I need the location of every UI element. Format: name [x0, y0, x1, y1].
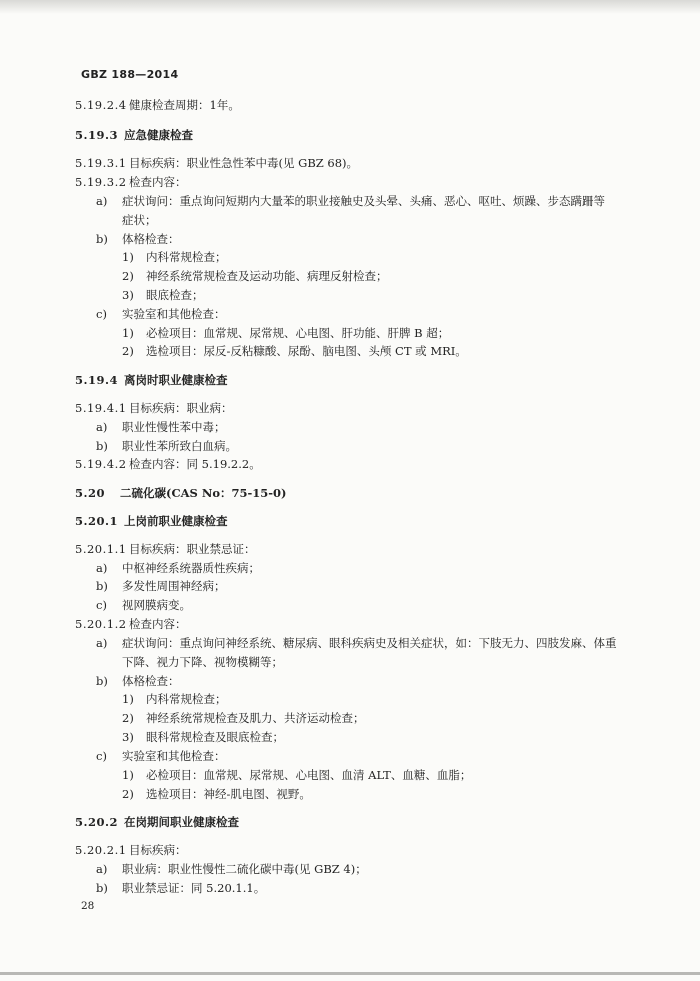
sub-item-1 [122, 249, 227, 265]
sub-item-1 [122, 691, 227, 707]
section-heading-5-20 [75, 485, 287, 501]
list-item-a [96, 560, 260, 576]
list-label: a) [96, 420, 108, 434]
list-item-a [96, 861, 367, 877]
clause-number: 5.19.4.2 [75, 457, 127, 471]
sub-item-3 [122, 287, 204, 303]
list-item-b [96, 578, 226, 594]
list-item-c [96, 597, 191, 613]
clause-5-19-3-1 [75, 155, 358, 171]
sub-item-1 [122, 325, 449, 341]
list-label: b) [96, 439, 108, 453]
list-text: 症状询问：重点询问神经系统、糖尿病、眼科疾病史及相关症状，如：下肢无力、四肢发麻、体重 [122, 636, 617, 650]
list-item-continuation [122, 654, 283, 670]
list-text: 职业禁忌证：同 5.20.1.1。 [122, 881, 266, 895]
clause-text: 目标疾病：职业禁忌证： [129, 542, 256, 556]
list-text: 症状； [122, 213, 157, 227]
sub-item-3 [122, 729, 284, 745]
sub-item-2 [122, 710, 365, 726]
clause-text: 检查内容： [129, 175, 187, 189]
clause-number: 5.19.3.2 [75, 175, 127, 189]
sub-text: 必检项目：血常规、尿常规、心电图、血清 ALT、血糖、血脂； [146, 768, 472, 782]
list-label: c) [96, 749, 107, 763]
list-label: b) [96, 881, 108, 895]
section-title: 在岗期间职业健康检查 [124, 815, 239, 829]
clause-number: 5.19.4.1 [75, 401, 127, 415]
page-number: 28 [81, 900, 95, 912]
list-text: 体格检查： [122, 674, 180, 688]
list-item-b [96, 231, 180, 247]
list-text: 体格检查： [122, 232, 180, 246]
list-label: a) [96, 636, 108, 650]
section-number: 5.19.4 [75, 373, 119, 387]
sub-label: 1) [122, 326, 134, 340]
sub-text: 神经系统常规检查及肌力、共济运动检查； [146, 711, 365, 725]
sub-label: 1) [122, 250, 134, 264]
sub-label: 2) [122, 269, 134, 283]
sub-text: 神经系统常规检查及运动功能、病理反射检查； [146, 269, 388, 283]
section-number: 5.20.1 [75, 514, 119, 528]
list-label: a) [96, 561, 108, 575]
list-label: b) [96, 579, 108, 593]
list-label: a) [96, 194, 108, 208]
clause-number: 5.20.1.1 [75, 542, 127, 556]
clause-number: 5.19.3.1 [75, 156, 127, 170]
list-item-b [96, 438, 237, 454]
list-text: 中枢神经系统器质性疾病； [122, 561, 260, 575]
list-text: 症状询问：重点询问短期内大量苯的职业接触史及头晕、头痛、恶心、呕吐、烦躁、步态蹒跚等 [122, 194, 605, 208]
clause-5-20-1-2 [75, 616, 187, 632]
sub-text: 内科常规检查； [146, 692, 227, 706]
clause-5-19-4-2 [75, 456, 261, 472]
list-item-c [96, 748, 226, 764]
clause-text: 健康检查周期：1年。 [129, 98, 240, 112]
list-text: 实验室和其他检查： [122, 307, 226, 321]
list-item-b [96, 673, 180, 689]
list-item-c [96, 306, 226, 322]
sub-item-2 [122, 268, 388, 284]
list-text: 职业性慢性苯中毒； [122, 420, 226, 434]
sub-label: 2) [122, 344, 134, 358]
sub-text: 内科常规检查； [146, 250, 227, 264]
list-text: 职业病：职业性慢性二硫化碳中毒(见 GBZ 4)； [122, 862, 367, 876]
clause-text: 目标疾病： [129, 843, 187, 857]
section-title: 上岗前职业健康检查 [124, 514, 228, 528]
section-title: 离岗时职业健康检查 [124, 373, 228, 387]
clause-number: 5.20.1.2 [75, 617, 127, 631]
sub-label: 2) [122, 711, 134, 725]
sub-label: 2) [122, 787, 134, 801]
sub-label: 1) [122, 692, 134, 706]
section-number: 5.20 [75, 486, 106, 500]
section-heading-5-19-4 [75, 372, 228, 388]
list-label: c) [96, 307, 107, 321]
list-label: c) [96, 598, 107, 612]
section-title: 应急健康检查 [124, 128, 193, 142]
clause-number: 5.19.2.4 [75, 98, 127, 112]
list-label: a) [96, 862, 108, 876]
list-item-a [96, 635, 617, 651]
clause-number: 5.20.2.1 [75, 843, 127, 857]
list-item-a [96, 193, 605, 209]
section-number: 5.19.3 [75, 128, 119, 142]
sub-text: 选检项目：尿反-反粘糠酸、尿酚、脑电图、头颅 CT 或 MRI。 [146, 344, 467, 358]
list-text: 职业性苯所致白血病。 [122, 439, 237, 453]
section-heading-5-20-2 [75, 814, 239, 830]
list-text: 实验室和其他检查： [122, 749, 226, 763]
clause-text: 检查内容：同 5.19.2.2。 [129, 457, 261, 471]
list-label: b) [96, 674, 108, 688]
list-text: 下降、视力下降、视物模糊等； [122, 655, 283, 669]
section-heading-5-20-1 [75, 513, 228, 529]
standard-code-header: GBZ 188—2014 [81, 68, 179, 81]
clause-5-20-1-1 [75, 541, 256, 557]
clause-5-19-3-2 [75, 174, 187, 190]
list-item-a [96, 419, 226, 435]
section-number: 5.20.2 [75, 815, 119, 829]
sub-text: 眼科常规检查及眼底检查； [146, 730, 284, 744]
sub-text: 必检项目：血常规、尿常规、心电图、肝功能、肝脾 B 超； [146, 326, 450, 340]
section-heading-5-19-3 [75, 127, 193, 143]
list-item-b [96, 880, 265, 896]
sub-label: 3) [122, 730, 134, 744]
sub-label: 1) [122, 768, 134, 782]
sub-label: 3) [122, 288, 134, 302]
sub-text: 选检项目：神经-肌电图、视野。 [146, 787, 311, 801]
list-label: b) [96, 232, 108, 246]
clause-5-20-2-1 [75, 842, 187, 858]
sub-item-2 [122, 786, 311, 802]
clause-text: 检查内容： [129, 617, 187, 631]
sub-item-2 [122, 343, 467, 359]
sub-text: 眼底检查； [146, 288, 204, 302]
clause-text: 目标疾病：职业性急性苯中毒(见 GBZ 68)。 [129, 156, 359, 170]
clause-text: 目标疾病：职业病： [129, 401, 233, 415]
clause-5-19-4-1 [75, 400, 233, 416]
clause-5-19-2-4 [75, 97, 240, 113]
list-text: 视网膜病变。 [122, 598, 191, 612]
list-item-continuation [122, 212, 157, 228]
sub-item-1 [122, 767, 471, 783]
list-text: 多发性周围神经病； [122, 579, 226, 593]
section-title: 二硫化碳(CAS No：75-15-0) [120, 486, 287, 500]
